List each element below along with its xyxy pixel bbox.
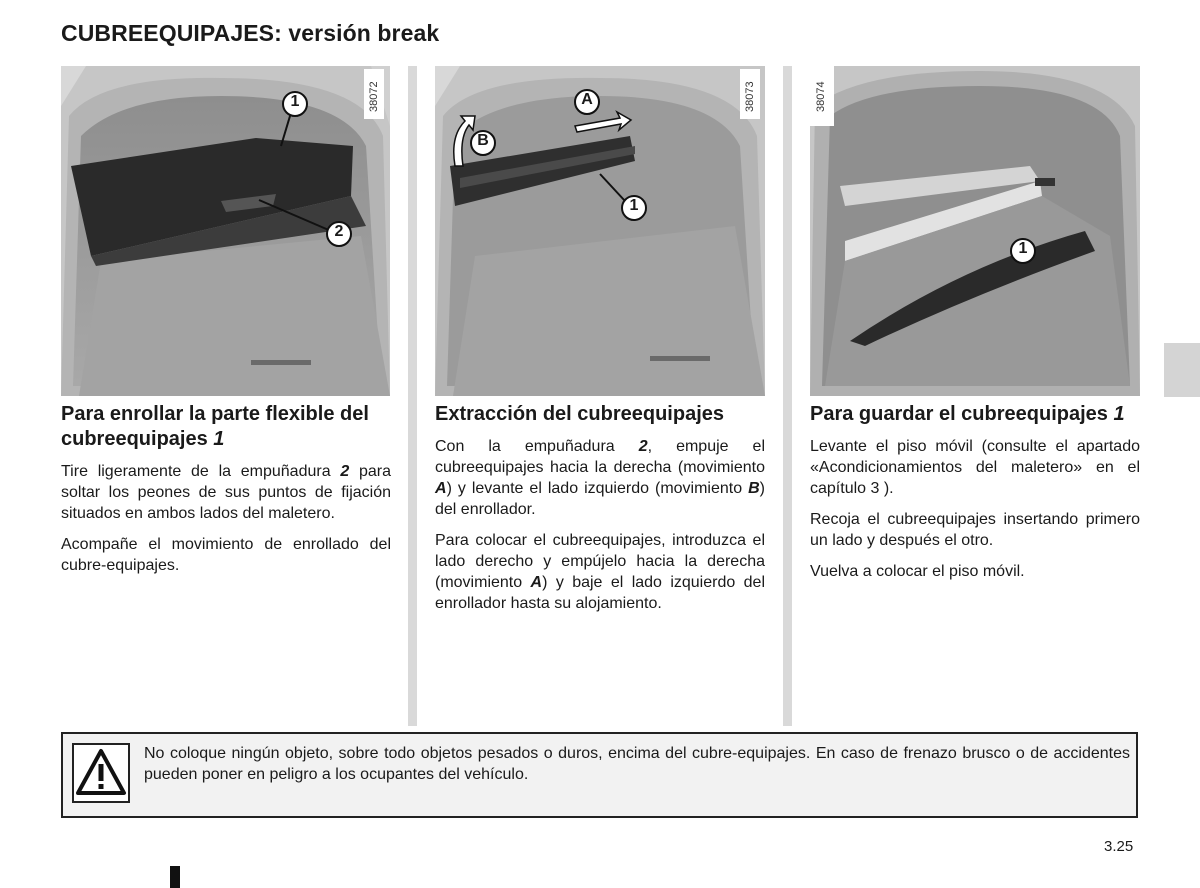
text-run: para soltar los peones de sus puntos de fijación situados en ambos lados del maletero. [61,463,391,522]
callout-1: 1 [1018,240,1028,257]
column-divider [783,66,792,726]
paragraph [810,509,1140,551]
warning-triangle-icon [74,745,128,801]
trunk-photo-3 [810,66,1140,396]
warning-box [61,732,1138,818]
text-run: Para colocar el cubreequipajes, introduzca el lado derecho y empújelo hacia la derecha (movimiento [435,532,765,591]
column-roll-up [61,402,391,586]
page-number: 3.25 [1104,838,1134,855]
crop-mark [170,866,180,888]
text-run: Con la empuñadura [435,438,639,455]
text-run: ) y baje el lado izquierdo del enrollador hasta su alojamiento. [435,574,766,612]
callout-1: 1 [629,197,639,214]
section-heading: Extracción del cubreequipajes [435,403,724,425]
trunk-photo-2 [435,66,765,396]
section-body [810,436,1140,582]
text-run: Acompañe el movimiento de enrollado del cubre-equipajes. [61,536,391,574]
column-divider [408,66,417,726]
warning-icon-frame [72,743,130,803]
paragraph [810,561,1140,582]
text-run: Recoja el cubreequipajes insertando primero un lado y después el otro. [810,511,1140,549]
section-body [435,436,765,614]
chapter-tab [1164,343,1200,397]
column-removal [435,402,765,624]
figure-number: 38074 [815,81,827,112]
callout-1: 1 [290,93,300,110]
paragraph [435,530,765,614]
section-heading: Para enrollar la parte flexible del cubreequipajes 1 [61,403,369,450]
callout-B: B [477,132,489,149]
item-reference: 2 [638,438,648,455]
item-reference: A [435,480,447,497]
text-run: Tire ligeramente de la empuñadura [61,463,341,480]
section-heading: Para guardar el cubreequipajes 1 [810,403,1125,425]
column-storage [810,402,1140,592]
figure-number: 38073 [744,81,756,112]
text-run: Levante el piso móvil (consulte el apartado «Acondicionamientos del maletero» en el capítulo 3 ). [810,438,1140,497]
item-reference: 2 [340,463,350,480]
paragraph [810,436,1140,499]
page-title: CUBREEQUIPAJES: versión break [61,20,440,46]
text-run: ) del enrollador. [435,480,765,518]
paragraph [435,436,765,520]
item-reference: A [530,574,543,591]
trunk-photo-1 [61,66,390,396]
figure-number: 38072 [368,81,380,112]
callout-A: A [581,91,593,108]
warning-text: No coloque ningún objeto, sobre todo objetos pesados o duros, encima del cubre-equipajes. En caso de frenazo brusco o de accidentes pueden poner en peligro a los ocupantes del vehículo. [144,745,1130,783]
text-run: Vuelva a colocar el piso móvil. [810,563,1025,580]
section-body [61,461,391,576]
callout-2: 2 [334,223,344,240]
paragraph [61,461,391,524]
item-reference: B [748,480,760,497]
paragraph [61,534,391,576]
text-run: , empuje el cubreequipajes hacia la derecha (movimiento [435,438,766,476]
text-run: ) y levante el lado izquierdo (movimiento [446,480,749,497]
